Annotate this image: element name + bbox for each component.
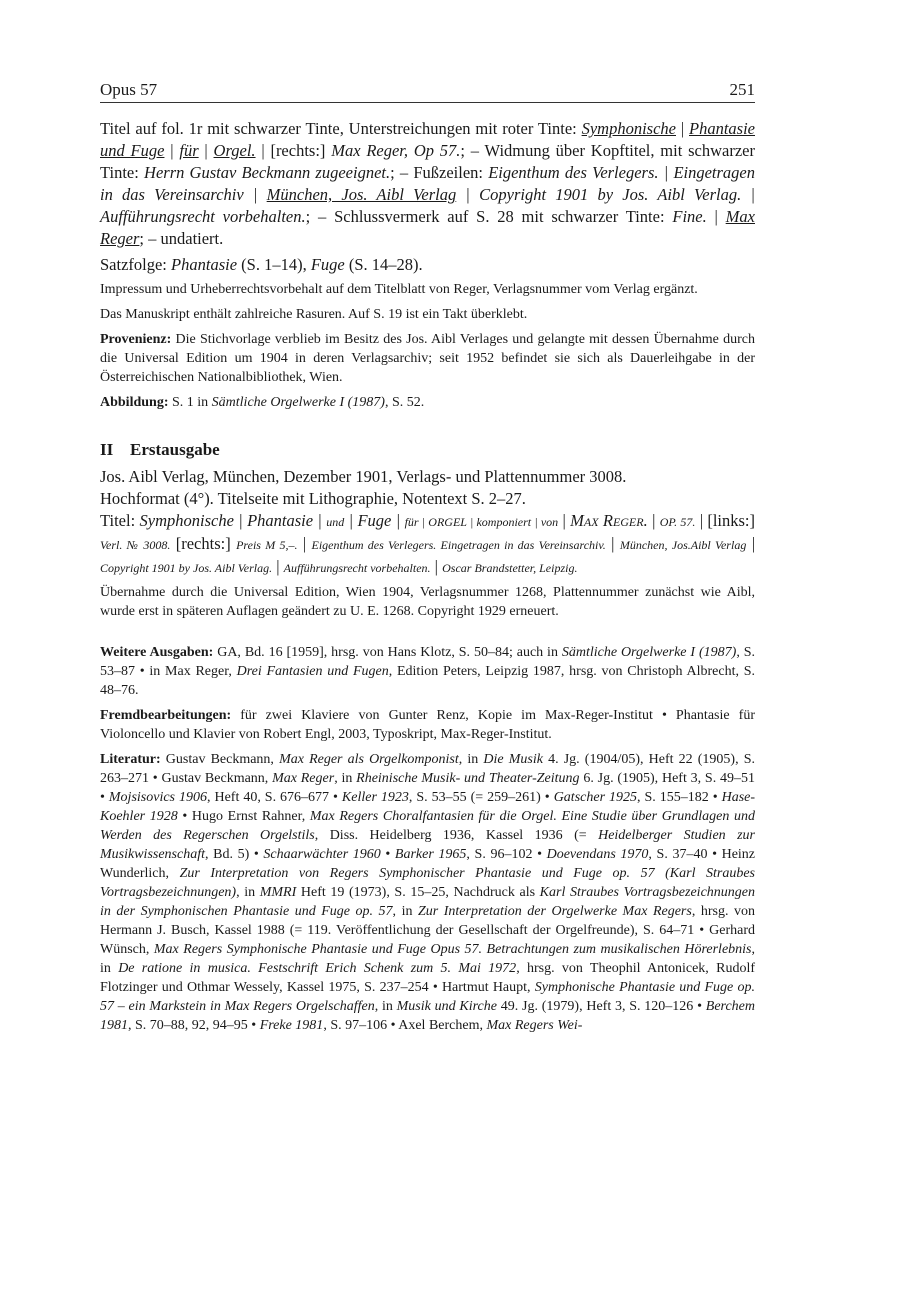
text-span: Satzfolge: — [100, 255, 172, 274]
separator: | — [297, 534, 312, 553]
underlined-text: Orgel. — [213, 141, 256, 160]
italic-text: Die Musik — [483, 752, 543, 767]
italic-text: De ratione in musica. Festschrift Erich Schenk zum 5. Mai 1972 — [118, 961, 517, 976]
erstausgabe-line-1: Jos. Aibl Verlag, München, Dezember 1901, Verlags- und Plattennummer 3008. — [100, 467, 627, 486]
italic-text: München, Jos.Aibl Verlag — [619, 538, 747, 552]
italic-text: Verl. № 3008. — [100, 538, 171, 552]
underlined-text: Symphonische — [581, 119, 676, 138]
text-span: , S. 53–55 (= 259–261) • — [408, 790, 554, 805]
text-span: Titel auf fol. 1r mit schwarzer Tinte, Unterstreichungen mit roter Tinte: — [100, 119, 582, 138]
page-body — [100, 118, 755, 1041]
underlined-text: für — [179, 141, 199, 160]
italic-text: Heidelberger Studien zur Musikwissenschaft — [100, 828, 755, 862]
text-span: [rechts:] — [170, 534, 237, 553]
text-span: , hrsg. von Theophil Antonicek, Rudolf Flotzinger und Othmar Wessely, Kassel 1975, S. 237–254 • Hartmut Haupt, — [100, 961, 755, 995]
text-span: S. 1 in — [168, 395, 212, 410]
separator: | — [558, 511, 571, 530]
text-span: , Bd. 5) • — [205, 847, 264, 862]
italic-text: Max Regers Wei- — [486, 1018, 583, 1033]
text-span: , in — [374, 999, 397, 1014]
italic-text: Karl Straubes Vortragsbezeichnungen in der Symphonischen Phantasie und Fuge op. 57 — [100, 885, 755, 919]
text-span: ; – Widmung über Kopftitel, mit schwarzer Tinte: — [100, 141, 755, 182]
italic-text: Musik und Kirche — [396, 999, 497, 1014]
italic-text: Drei Fantasien und Fugen — [236, 664, 389, 679]
italic-text: Gatscher 1925 — [553, 790, 637, 805]
impressum-note: Impressum und Urheberrechtsvorbehalt auf dem Titelblatt von Reger, Verlagsnummer vom Verlag ergänzt. — [100, 282, 698, 297]
text-span: • Hugo Ernst Rahner, — [177, 809, 310, 824]
italic-text: Fuge — [310, 255, 345, 274]
text-span: Gustav Beckmann, — [160, 752, 280, 767]
autograph-description — [100, 118, 755, 250]
separator: | — [746, 534, 755, 553]
bold-label: Literatur: — [100, 752, 161, 767]
text-span: , Diss. Heidelberg 1936, Kassel 1936 (= — [314, 828, 599, 843]
italic-text: Fine. — [672, 207, 707, 226]
text-span: , S. 96–102 • — [466, 847, 547, 862]
italic-text: Sämtliche Orgelwerke I (1987) — [561, 645, 737, 660]
provenienz — [100, 330, 755, 387]
italic-text: für | ORGEL | — [404, 515, 477, 529]
italic-text: Symphonische Phantasie und Fuge op. 57 – ein Markstein in Max Regers Orgelschaffen — [100, 980, 755, 1014]
erstausgabe-line-2: Hochformat (4°). Titelseite mit Lithographie, Notentext S. 2–27. — [100, 489, 526, 508]
text-span: , in — [334, 771, 357, 786]
separator: | — [605, 534, 620, 553]
italic-text: Max Regers Symphonische Phantasie und Fuge Opus 57. Betrachtungen zum musikalischen Hörerlebnis — [153, 942, 752, 957]
italic-text: Freke 1981 — [259, 1018, 324, 1033]
section-title: Erstausgabe — [130, 440, 220, 459]
underlined-text: Phantasie und Fuge — [100, 119, 755, 160]
erstausgabe-titel — [100, 510, 755, 579]
running-head-title: Opus 57 — [100, 80, 158, 99]
running-head — [100, 78, 755, 103]
italic-text: Sämtliche Orgelwerke I (1987) — [211, 395, 385, 410]
text-span: GA, Bd. 16 [1959], hrsg. von Hans Klotz, S. 50–84; auch in — [213, 645, 562, 660]
underlined-text: München, Jos. Aibl Verlag — [266, 185, 457, 204]
italic-text: Max Regers Choralfantasien für die Orgel. Eine Studie über Grundlagen und Werden des Regerschen Orgelstils — [100, 809, 756, 843]
text-span: , Heft 40, S. 676–677 • — [206, 790, 342, 805]
satzfolge — [100, 254, 755, 276]
text-span: (S. 14–28). — [344, 255, 423, 274]
italic-text: Barker 1965 — [394, 847, 467, 862]
separator: | — [676, 119, 689, 138]
text-span: , hrsg. von Hermann J. Busch, Kassel 1988 (= 119. Veröffentlichung der Gesellschaft der Orgelfreunde), S. 64–71 • Gerhard Wünsch, — [100, 904, 755, 957]
text-span: , in — [100, 942, 755, 976]
text-span: für zwei Klaviere von Gunter Renz, Kopie im Max-Reger-Institut • Phantasie für Violoncello und Klavier von Robert Engl, 2003, Typoskript, Max-Reger-Institut. — [100, 708, 755, 742]
separator: | — [430, 557, 443, 576]
text-span: (S. 1–14), — [237, 255, 311, 274]
separator: | — [647, 511, 660, 530]
italic-text: Symphonische | Phantasie | — [139, 511, 327, 530]
italic-text: und — [326, 515, 345, 529]
text-span: Die Stichvorlage verblieb im Besitz des Jos. Aibl Verlages und gelangte mit dessen Übernahme durch die Universal Edition um 1904 in deren Verlagsarchiv; seit 1952 befindet sie sich als Dauerleihgabe in der Österreichischen Nationalbibliothek, Wien. — [100, 332, 755, 385]
text-span: , S. 70–88, 92, 94–95 • — [128, 1018, 260, 1033]
italic-text: Herrn Gustav Beckmann zugeeignet. — [144, 163, 391, 182]
text-span: ; – undatiert. — [139, 229, 224, 248]
text-span: , S. 155–182 • — [637, 790, 722, 805]
separator: | — [164, 141, 180, 160]
text-span: , Edition Peters, Leipzig 1987, hrsg. von Christoph Albrecht, S. 48–76. — [100, 664, 756, 698]
italic-text: Schaarwächter 1960 — [263, 847, 381, 862]
bold-label: Provenienz: — [100, 332, 172, 347]
manuskript-note: Das Manuskript enthält zahlreiche Rasuren. Auf S. 19 ist ein Takt überklebt. — [100, 307, 528, 322]
text-span: , S. 52. — [384, 395, 425, 410]
italic-text: Eigenthum des Verlegers. | Eingetragen in das Vereinsarchiv | — [100, 163, 756, 204]
italic-text: Phantasie — [171, 255, 238, 274]
italic-text: | Copyright 1901 by Jos. Aibl Verlag. | Aufführungsrecht vorbehalten. — [100, 185, 756, 226]
italic-text: OP. 57. — [659, 515, 696, 529]
text-span: 49. Jg. (1979), Heft 3, S. 120–126 • — [496, 999, 706, 1014]
separator: | — [272, 557, 284, 576]
erstausgabe-uebernahme: Übernahme durch die Universal Edition, Wien 1904, Verlagsnummer 1268, Plattennummer zunächst wie Aibl, wurde erst in späteren Auflagen geändert zu U. E. 1268. Copyright 1929 erneuert. — [100, 585, 755, 619]
text-span: • — [380, 847, 395, 862]
page-number: 251 — [729, 80, 755, 99]
italic-text: Preis M 5,–. — [236, 538, 298, 552]
text-span: , S. 53–87 • in Max Reger, — [100, 645, 755, 679]
italic-text: Oscar Brandstetter, Leipzig. — [442, 561, 578, 575]
text-span: ; – Schlussvermerk auf S. 28 mit schwarzer Tinte: — [305, 207, 673, 226]
text-span: 4. Jg. (1904/05), Heft 22 (1905), S. 263–271 • Gustav Beckmann, — [100, 752, 756, 786]
italic-text: Mojsisovics 1906 — [108, 790, 207, 805]
text-span: , in — [458, 752, 484, 767]
bold-label: Weitere Ausgaben: — [100, 645, 214, 660]
italic-text: Aufführungsrecht vorbehalten. — [283, 561, 431, 575]
literatur — [100, 750, 755, 1035]
text-span: Heft 19 (1973), S. 15–25, Nachdruck als — [296, 885, 540, 900]
italic-text: | Fuge | — [344, 511, 405, 530]
weitere-ausgaben — [100, 643, 755, 700]
text-span: 6. Jg. (1905), Heft 3, S. 49–51 • — [100, 771, 756, 805]
italic-text: Max Reger — [272, 771, 335, 786]
text-span: | [links:] — [695, 511, 755, 530]
text-span: | [rechts:] — [255, 141, 332, 160]
fremdbearbeitungen — [100, 706, 755, 744]
italic-text: Doevendans 1970 — [546, 847, 649, 862]
text-span: , S. 37–40 • Heinz Wunderlich, — [100, 847, 756, 881]
italic-text: Max Reger als Orgelkomponist — [279, 752, 459, 767]
text-span: ; – Fußzeilen: — [390, 163, 489, 182]
italic-text: MMRI — [259, 885, 297, 900]
text-span: , S. 97–106 • Axel Berchem, — [323, 1018, 487, 1033]
bold-label: Abbildung: — [100, 395, 169, 410]
small-caps-text: Max Reger. — [570, 511, 648, 530]
spacer — [100, 627, 755, 643]
underlined-text: Max Reger — [100, 207, 755, 248]
italic-text: Rheinische Musik- und Theater-Zeitung — [356, 771, 580, 786]
italic-text: komponiert | von — [476, 515, 559, 529]
separator: | — [198, 141, 214, 160]
italic-text: Berchem 1981 — [100, 999, 755, 1033]
italic-text: Copyright 1901 by Jos. Aibl Verlag. — [100, 561, 273, 575]
separator: | — [706, 207, 726, 226]
bold-label: Fremdbearbeitungen: — [100, 708, 232, 723]
italic-text: Max Reger, Op 57. — [331, 141, 461, 160]
italic-text: Eigenthum des Verlegers. Eingetragen in das Vereinsarchiv. — [311, 538, 606, 552]
text-span: , in — [236, 885, 260, 900]
italic-text: Keller 1923 — [341, 790, 409, 805]
section-heading — [100, 440, 755, 460]
italic-text: Zur Interpretation von Regers Symphonischer Phantasie und Fuge op. 57 (Karl Straubes Vortragsbezeichnungen) — [100, 866, 756, 900]
text-span: , in — [392, 904, 418, 919]
text-span: Titel: — [100, 511, 140, 530]
italic-text: Hase-Koehler 1928 — [100, 790, 756, 824]
abbildung — [100, 393, 755, 412]
section-number: II — [100, 440, 114, 459]
italic-text: Zur Interpretation der Orgelwerke Max Regers — [417, 904, 692, 919]
